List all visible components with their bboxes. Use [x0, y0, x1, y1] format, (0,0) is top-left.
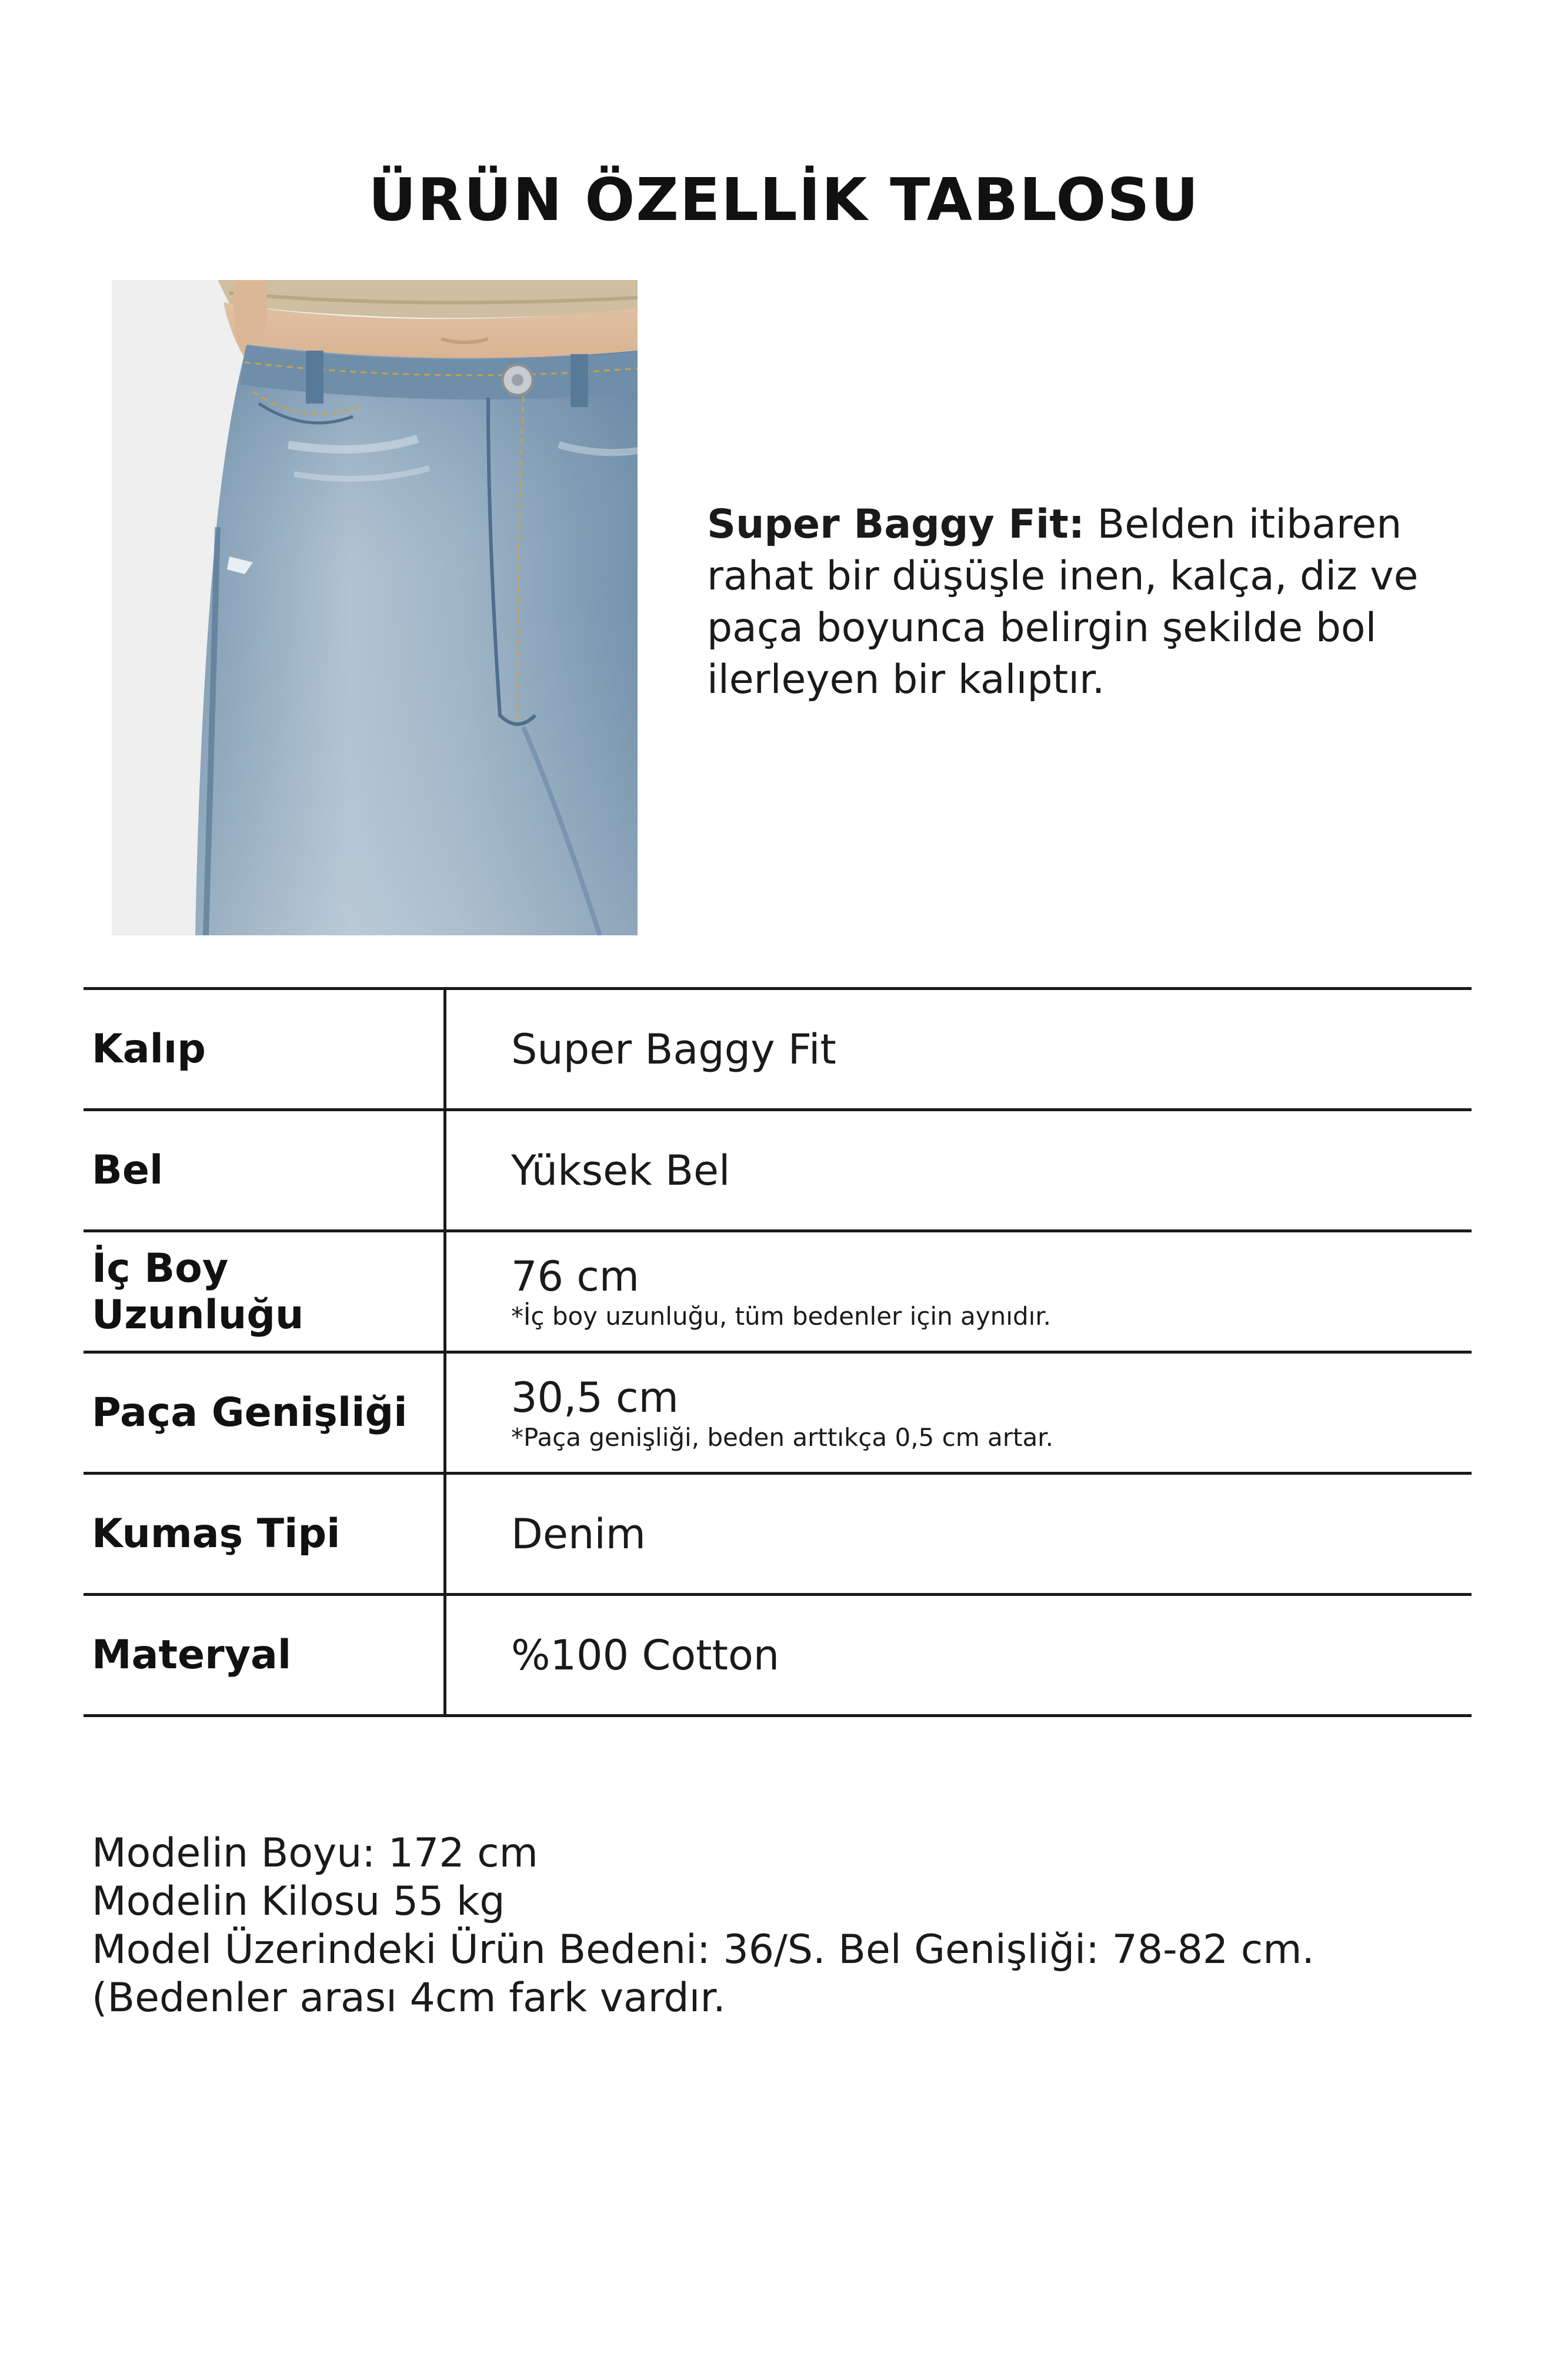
- spec-value: 76 cm: [511, 1252, 639, 1301]
- spec-label: İç Boy Uzunluğu: [84, 1231, 445, 1352]
- spec-row-bel: [84, 1110, 1472, 1231]
- spec-row-kalip: [84, 989, 1472, 1110]
- spec-note: *Paça genişliği, beden arttıkça 0,5 cm artar.: [511, 1422, 1053, 1452]
- product-photo: [112, 280, 638, 935]
- spec-label: Kalıp: [84, 989, 445, 1110]
- spec-value-cell: [445, 1110, 1472, 1231]
- fit-description-lead: Super Baggy Fit:: [707, 501, 1085, 548]
- spec-value-cell: [445, 1231, 1472, 1352]
- spec-label: Paça Genişliği: [84, 1352, 445, 1474]
- spec-value-cell: [445, 1595, 1472, 1716]
- spec-row-ic-boy: [84, 1231, 1472, 1352]
- spec-row-kumas: [84, 1474, 1472, 1595]
- spec-value: Denim: [511, 1509, 646, 1558]
- page-title: ÜRÜN ÖZELLİK TABLOSU: [368, 165, 1200, 234]
- spec-value: Super Baggy Fit: [511, 1025, 836, 1074]
- spec-value: %100 Cotton: [511, 1631, 780, 1679]
- spec-value: Yüksek Bel: [511, 1146, 730, 1195]
- spec-label: Bel: [84, 1110, 445, 1231]
- spec-table: [84, 987, 1472, 1717]
- spec-row-paca: [84, 1352, 1472, 1474]
- model-size: Model Üzerindeki Ürün Bedeni: 36/S. Bel Genişliği: 78-82 cm. (Bedenler arası 4cm fark vardır.: [92, 1927, 1315, 2021]
- fit-description: [707, 499, 1495, 706]
- spec-label: Materyal: [84, 1595, 445, 1716]
- spec-note: *İç boy uzunluğu, tüm bedenler için aynıdır.: [511, 1301, 1052, 1331]
- spec-value-cell: [445, 1474, 1472, 1595]
- spec-label: Kumaş Tipi: [84, 1474, 445, 1595]
- fit-description-text: Belden itibaren rahat bir düşüşle inen, kalça, diz ve paça boyunca belirgin şekilde bol ilerleyen bir kalıptır.: [707, 501, 1419, 703]
- spec-value-cell: [445, 989, 1472, 1110]
- model-height: Modelin Boyu: 172 cm: [92, 1830, 538, 1877]
- spec-row-materyal: [84, 1595, 1472, 1716]
- model-info: [92, 1829, 1480, 2022]
- spec-value-cell: [445, 1352, 1472, 1474]
- model-weight: Modelin Kilosu 55 kg: [92, 1878, 505, 1925]
- jeans-illustration: [112, 280, 638, 935]
- spec-value: 30,5 cm: [511, 1373, 679, 1422]
